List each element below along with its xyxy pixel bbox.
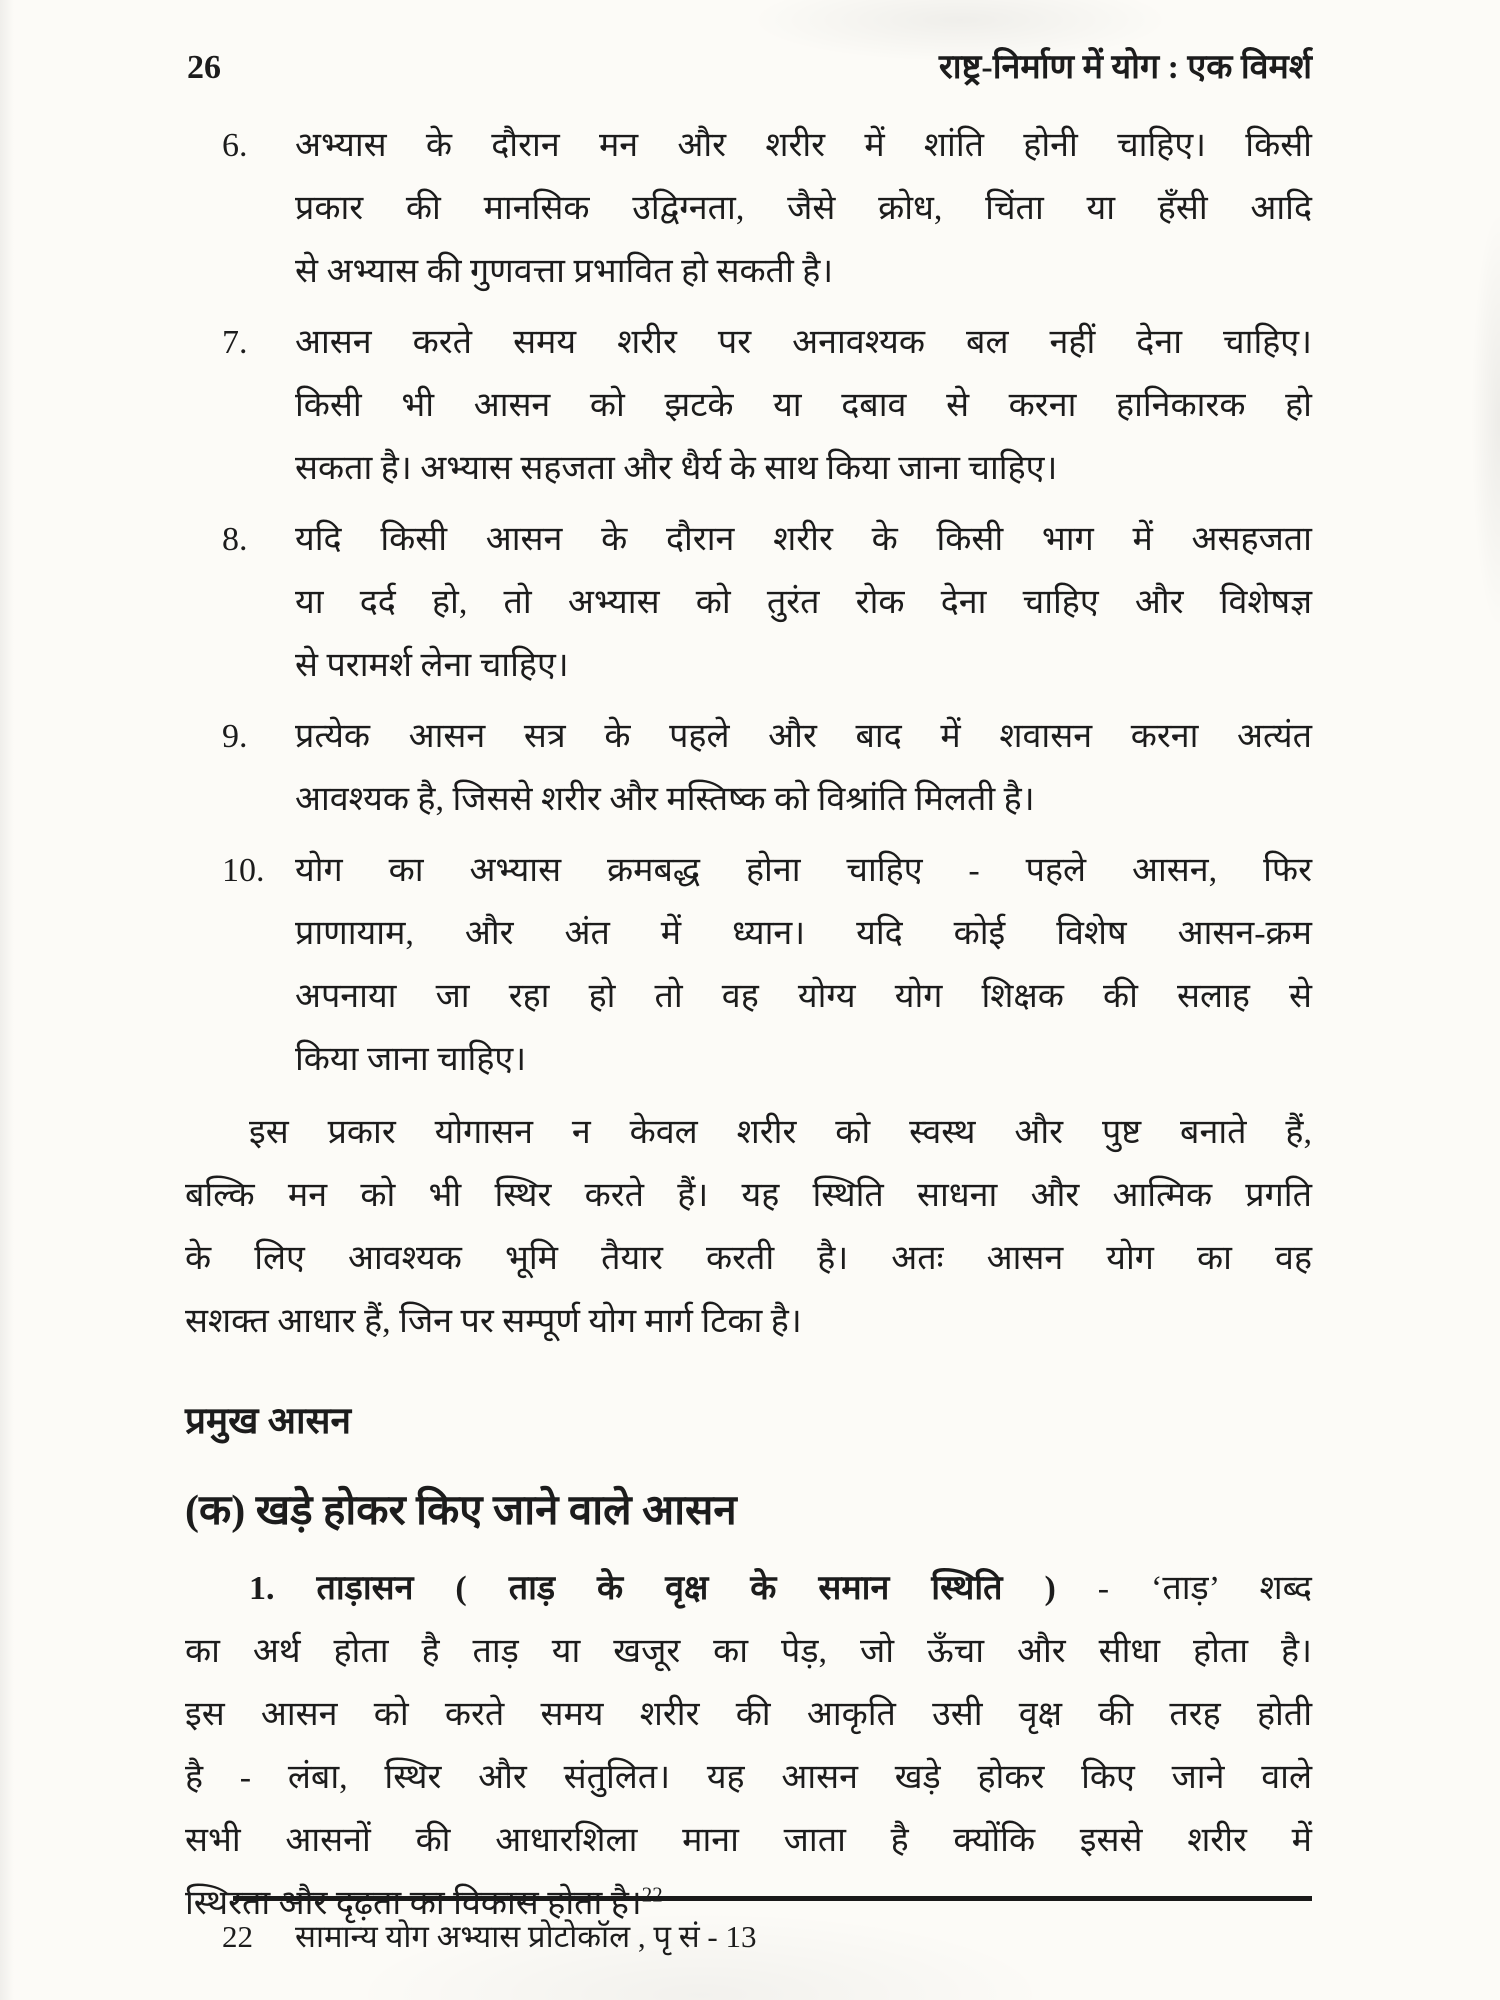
guideline-item-10 [185, 839, 1312, 1091]
text-line: आवश्यक है, जिससे शरीर और मस्तिष्क को विश्रांति मिलती है। [295, 781, 1035, 818]
guideline-item-8 [185, 508, 1312, 697]
text-line: है - लंबा, स्थिर और संतुलित। यह आसन खड़े होकर किए जाने वाले [185, 1759, 1312, 1796]
footnote-text: सामान्य योग अभ्यास प्रोटोकॉल , पृ सं - 13 [295, 1919, 757, 1954]
tadasana-title: 1. ताड़ासन ( ताड़ के वृक्ष के समान स्थिति ) [249, 1570, 1056, 1607]
guideline-text [295, 508, 1312, 697]
text-line: अभ्यास के दौरान मन और शरीर में शांति होनी चाहिए। किसी [295, 127, 1312, 164]
page-number: 26 [187, 49, 221, 86]
text-line: सभी आसनों की आधारशिला माना जाता है क्योंकि इससे शरीर में [185, 1822, 1312, 1859]
text-line: या दर्द हो, तो अभ्यास को तुरंत रोक देना चाहिए और विशेषज्ञ [295, 584, 1312, 621]
text-line [185, 1557, 1312, 1620]
guideline-number: 9. [222, 718, 248, 755]
section-heading: प्रमुख आसन [185, 1401, 352, 1442]
summary-paragraph [185, 1101, 1312, 1353]
text-line: अपनाया जा रहा हो तो वह योग्य योग शिक्षक की सलाह से [295, 978, 1312, 1015]
text-line: आसन करते समय शरीर पर अनावश्यक बल नहीं देना चाहिए। [295, 324, 1312, 361]
text-line: सशक्त आधार हैं, जिन पर सम्पूर्ण योग मार्ग टिका है। [185, 1303, 802, 1340]
guideline-item-9 [185, 705, 1312, 831]
guideline-item-7 [185, 311, 1312, 500]
text-line: से अभ्यास की गुणवत्ता प्रभावित हो सकती है। [295, 253, 834, 290]
footnote [185, 1896, 1312, 1959]
text-line: इस आसन को करते समय शरीर की आकृति उसी वृक्ष की तरह होती [185, 1696, 1312, 1733]
subsection-heading: (क) खड़े होकर किए जाने वाले आसन [185, 1488, 737, 1534]
guideline-item-6 [185, 114, 1312, 303]
footnote-row [185, 1915, 1312, 1959]
running-header: राष्ट्र-निर्माण में योग : एक विमर्श [938, 49, 1312, 86]
text-line: किसी भी आसन को झटके या दबाव से करना हानिकारक हो [295, 387, 1312, 424]
guideline-number: 8. [222, 521, 248, 558]
text-line: के लिए आवश्यक भूमि तैयार करती है। अतः आसन योग का वह [185, 1240, 1312, 1277]
text-line: किया जाना चाहिए। [295, 1041, 527, 1078]
text-line: बल्कि मन को भी स्थिर करते हैं। यह स्थिति साधना और आत्मिक प्रगति [185, 1177, 1312, 1214]
tadasana-lead-rest: - ‘ताड़’ शब्द [1055, 1570, 1312, 1607]
guideline-number: 7. [222, 324, 248, 361]
tadasana-last-line: स्थिरता और दृढ़ता का विकास होता है। [185, 1885, 642, 1922]
page-header [187, 46, 1312, 90]
guideline-list [185, 114, 1312, 1091]
text-line: योग का अभ्यास क्रमबद्ध होना चाहिए - पहले आसन, फिर [295, 852, 1312, 889]
text-line: इस प्रकार योगासन न केवल शरीर को स्वस्थ और पुष्ट बनाते हैं, [249, 1114, 1312, 1151]
text-line: प्रकार की मानसिक उद्विग्नता, जैसे क्रोध, चिंता या हँसी आदि [295, 190, 1312, 227]
text-line: प्राणायाम, और अंत में ध्यान। यदि कोई विशेष आसन-क्रम [295, 915, 1312, 952]
footnote-rule [233, 1896, 1312, 1901]
guideline-text [295, 114, 1312, 303]
text-line: सकता है। अभ्यास सहजता और धैर्य के साथ किया जाना चाहिए। [295, 450, 1058, 487]
text-line: से परामर्श लेना चाहिए। [295, 647, 569, 684]
guideline-text [295, 311, 1312, 500]
guideline-number: 10. [222, 852, 265, 889]
guideline-text [295, 705, 1312, 831]
text-line: यदि किसी आसन के दौरान शरीर के किसी भाग में असहजता [295, 521, 1312, 558]
guideline-text [295, 839, 1312, 1091]
footnote-marker: 22 [222, 1919, 253, 1954]
guideline-number: 6. [222, 127, 248, 164]
text-line: का अर्थ होता है ताड़ या खजूर का पेड़, जो ऊँचा और सीधा होता है। [185, 1633, 1312, 1670]
tadasana-paragraph [185, 1557, 1312, 1935]
footnote-ref: 22 [641, 1882, 663, 1907]
text-line: प्रत्येक आसन सत्र के पहले और बाद में शवासन करना अत्यंत [295, 718, 1312, 755]
page-content [185, 114, 1312, 1935]
